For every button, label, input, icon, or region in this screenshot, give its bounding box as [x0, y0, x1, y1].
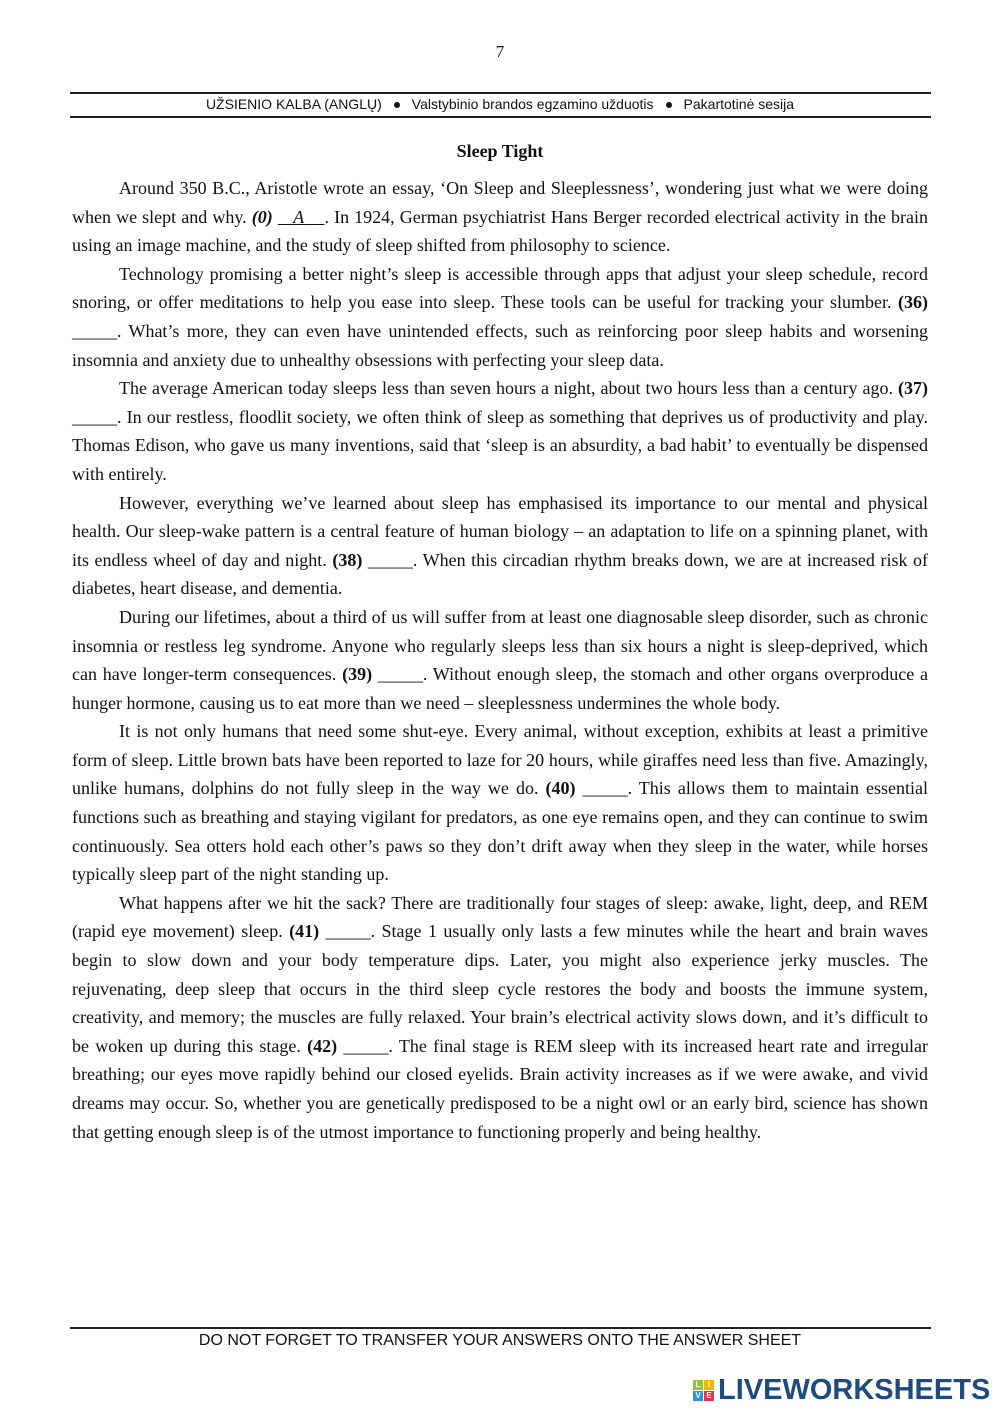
header-bottom-rule [70, 116, 931, 118]
gap-number: (37) [898, 378, 928, 399]
gap-blank[interactable]: _____ [337, 1035, 389, 1056]
logo-tiles-icon [693, 1380, 714, 1401]
header-exam: Valstybinio brandos egzamino užduotis [411, 96, 654, 112]
logo-tile: V [693, 1391, 703, 1401]
text: It is not only humans that need some shut-eye. Every animal, without exception, exhibits at least a primitive form of sleep. Little brown bats have been reported to laze for 20 hours, while giraffes need less than five. Amazingly, unlike humans, dolphins do not fully sleep in the way we do. [72, 721, 928, 799]
text: . Without enough sleep, the stomach and other organs overproduce a hunger hormone, causing us to eat more than we need – sleeplessness undermines the whole body. [72, 664, 928, 713]
gap-number: (36) [898, 292, 928, 313]
example-answer [278, 207, 325, 227]
text: What happens after we hit the sack? There are traditionally four stages of sleep: awake, light, deep, and REM (rapid eye movement) sleep. [72, 892, 928, 942]
answer-letter: A [293, 206, 305, 227]
gap-number: (41) [289, 921, 320, 942]
text: Around 350 B.C., Aristotle wrote an essay, ‘On Sleep and Sleeplessness’, wondering just what we were doing when we slept and why. [72, 178, 928, 227]
text: The average American today sleeps less than seven hours a night, about two hours less than a century ago. [119, 378, 898, 399]
text: . When this circadian rhythm breaks down, we are at increased risk of diabetes, heart disease, and dementia. [72, 549, 929, 599]
paragraph-7 [72, 889, 928, 1146]
logo-tile: E [704, 1391, 714, 1401]
gap-blank[interactable]: _____ [372, 664, 423, 685]
exam-header [0, 96, 1000, 112]
text: . In 1924, German psychiatrist Hans Berger recorded electrical activity in the brain using an image machine, and the study of sleep shifted from philosophy to science. [72, 206, 929, 256]
text: . The final stage is REM sleep with its increased heart rate and irregular breathing; our eyes move rapidly behind our closed eyelids. Brain activity increases as if we were awake, and vivid dreams may occur. So, whether you are genetically predisposed to be a night owl or an early bird, science has shown that getting enough sleep is of the utmost importance to functioning properly and being healthy. [72, 1035, 928, 1142]
text: . Stage 1 usually only lasts a few minutes while the heart and brain waves begin to slow down and your body temperature dips. Later, you might also experience jerky muscles. The rejuvenating, deep sleep that occurs in the third sleep cycle restores the body and boosts the immune system, creativity, and memory; the muscles are fully relaxed. Your brain’s electrical activity slows down, and it’s difficult to be woken up during this stage. [72, 921, 929, 1056]
gap-blank[interactable]: _____ [72, 406, 117, 427]
gap-blank[interactable]: _____ [575, 778, 628, 799]
liveworksheets-logo [693, 1374, 990, 1407]
gap-blank[interactable]: _____ [72, 320, 117, 341]
text: . In our restless, floodlit society, we often think of sleep as something that deprives us of productivity and play. Thomas Edison, who gave us many inventions, said that ‘sleep is an absurdity, a bad habit’ to eventually be dispensed with entirely. [72, 406, 928, 484]
footer-note: DO NOT FORGET TO TRANSFER YOUR ANSWERS ONTO THE ANSWER SHEET [198, 1332, 802, 1349]
article-title: Sleep Tight [456, 141, 544, 161]
gap-blank[interactable]: _____ [319, 921, 371, 942]
header-top-rule [70, 92, 931, 94]
text: . This allows them to maintain essential functions such as breathing and staying vigilant for predators, as one eye remains open, and they can continue to swim continuously. Sea otters hold each other’s paws so they don’t drift away when they sleep in the water, while horses typically sleep part of the night standing up. [72, 778, 928, 885]
bullet-icon [394, 102, 400, 108]
article-body [72, 174, 928, 1146]
gap-blank[interactable]: _____ [362, 549, 413, 570]
text: . What’s more, they can even have unintended effects, such as reinforcing poor sleep habits and worsening insomnia and anxiety due to unhealthy obsessions with perfecting your sleep data. [72, 320, 928, 370]
gap-number: (38) [332, 549, 363, 570]
gap-number: (40) [545, 778, 576, 799]
bullet-icon [666, 102, 672, 108]
paragraph-2 [72, 260, 928, 374]
gap-number: (42) [307, 1035, 338, 1056]
text: During our lifetimes, about a third of us will suffer from at least one diagnosable sleep disorder, such as chronic insomnia or restless leg syndrome. Anyone who regularly sleeps less than six hours a night is sleep-deprived, which can have longer-term consequences. [72, 606, 928, 685]
gap-number: (0) [251, 206, 273, 227]
paragraph-3 [72, 374, 928, 488]
logo-tile: L [693, 1380, 703, 1390]
logo-text: LIVEWORKSHEETS [718, 1374, 991, 1406]
paragraph-4 [72, 489, 928, 603]
paragraph-1 [72, 174, 928, 260]
logo-tile: I [704, 1380, 714, 1390]
page-number: 7 [495, 42, 505, 61]
footer-rule [70, 1327, 931, 1329]
header-session: Pakartotinė sesija [683, 96, 795, 112]
text: Technology promising a better night’s sleep is accessible through apps that adjust your sleep schedule, record snoring, or offer meditations to help you ease into sleep. These tools can be useful for tracking your slumber. [72, 263, 928, 313]
header-subject: UŽSIENIO KALBA (ANGLŲ) [205, 96, 382, 112]
paragraph-5 [72, 603, 928, 717]
paragraph-6 [72, 717, 928, 889]
text: However, everything we’ve learned about sleep has emphasised its importance to our mental and physical health. Our sleep-wake pattern is a central feature of human biology – an adaptation to life on a spinning planet, with its endless wheel of day and night. [72, 492, 928, 570]
gap-number: (39) [342, 664, 373, 685]
